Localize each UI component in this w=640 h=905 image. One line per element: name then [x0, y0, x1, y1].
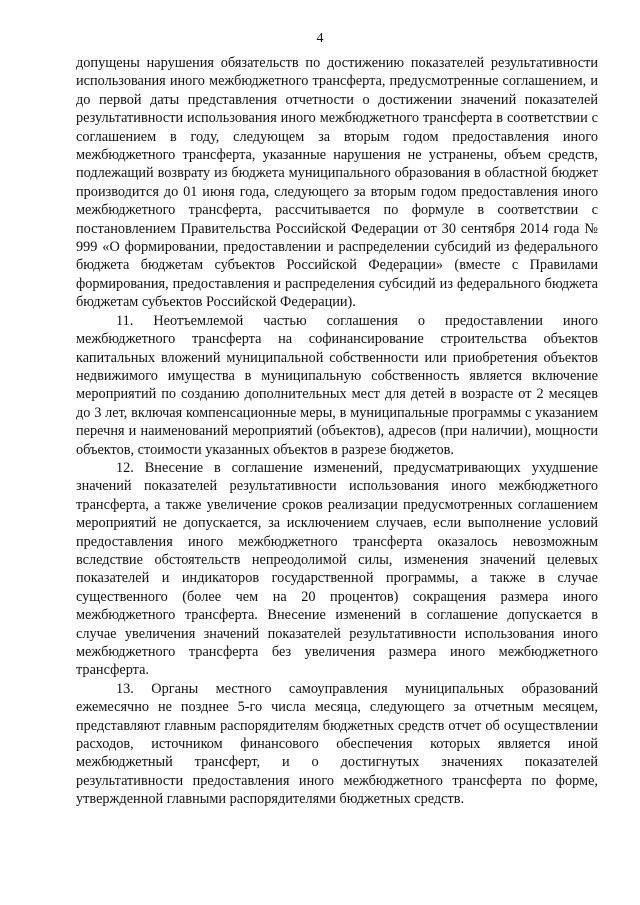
paragraph-continuation: допущены нарушения обязательств по достижению показателей результативности использования иного межбюджетного трансферта, предусмотренные соглашением, и до первой даты представления отчетности о достижении значений показателей результативности использования иного межбюджетного трансферта в соответствии с соглашением в году, следующем за вторым годом предоставления иного межбюджетного трансферта, указанные нарушения не устранены, объем средств, подлежащий возврату из бюджета муниципального образования в областной бюджет производится до 01 июня года, следующего за вторым годом предоставления иного межбюджетного трансферта, рассчитывается по формуле в соответствии с постановлением Правительства Российской Федерации от 30 сентября 2014 года № 999 «О формировании, предоставлении и распределении субсидий из федерального бюджета бюджетам субъектов Российской Федерации» (вместе с Правилами формирования, предоставления и распределения субсидий из федерального бюджета бюджетам субъектов Российской Федерации). [76, 55, 598, 311]
paragraph-clause-11: 11. Неотъемлемой частью соглашения о предоставлении иного межбюджетного трансферта на софинансирование строительства объектов капитальных вложений муниципальной собственности или приобретения объектов недвижимого имущества в муниципальную собственность является включение мероприятий по созданию дополнительных мест для детей в возрасте от 2 месяцев до 3 лет, включая компенсационные меры, в муниципальные программы с указанием перечня и наименований мероприятий (объектов), адресов (при наличии), мощности объектов, стоимости указанных объектов в разрезе бюджетов. [76, 312, 598, 458]
paragraph-clause-13: 13. Органы местного самоуправления муниципальных образований ежемесячно не позднее 5-го числа месяца, следующего за отчетным месяцем, представляют главным распорядителям бюджетных средств отчет об осуществлении расходов, источником финансового обеспечения которых является иной межбюджетный трансферт, и о достигнутых значениях показателей результативности предоставления иного межбюджетного трансферта по форме, утвержденной главными распорядителями бюджетных средств. [76, 680, 598, 808]
page-number: 4 [316, 31, 324, 46]
document-body [76, 54, 598, 809]
paragraph-clause-12: 12. Внесение в соглашение изменений, предусматривающих ухудшение значений показателей результативности использования иного межбюджетного трансферта, а также увеличение сроков реализации предусмотренных соглашением мероприятий не допускается, за исключением случаев, если выполнение условий предоставления иного межбюджетного трансферта оказалось невозможным вследствие обстоятельств непреодолимой силы, изменения значений целевых показателей и индикаторов государственной программы, а также в случае существенного (более чем на 20 процентов) сокращения размера иного межбюджетного трансферта. Внесение изменений в соглашение допускается в случае увеличения значений показателей результативности использования иного межбюджетного трансферта без увеличения размера иного межбюджетного трансферта. [76, 459, 598, 679]
